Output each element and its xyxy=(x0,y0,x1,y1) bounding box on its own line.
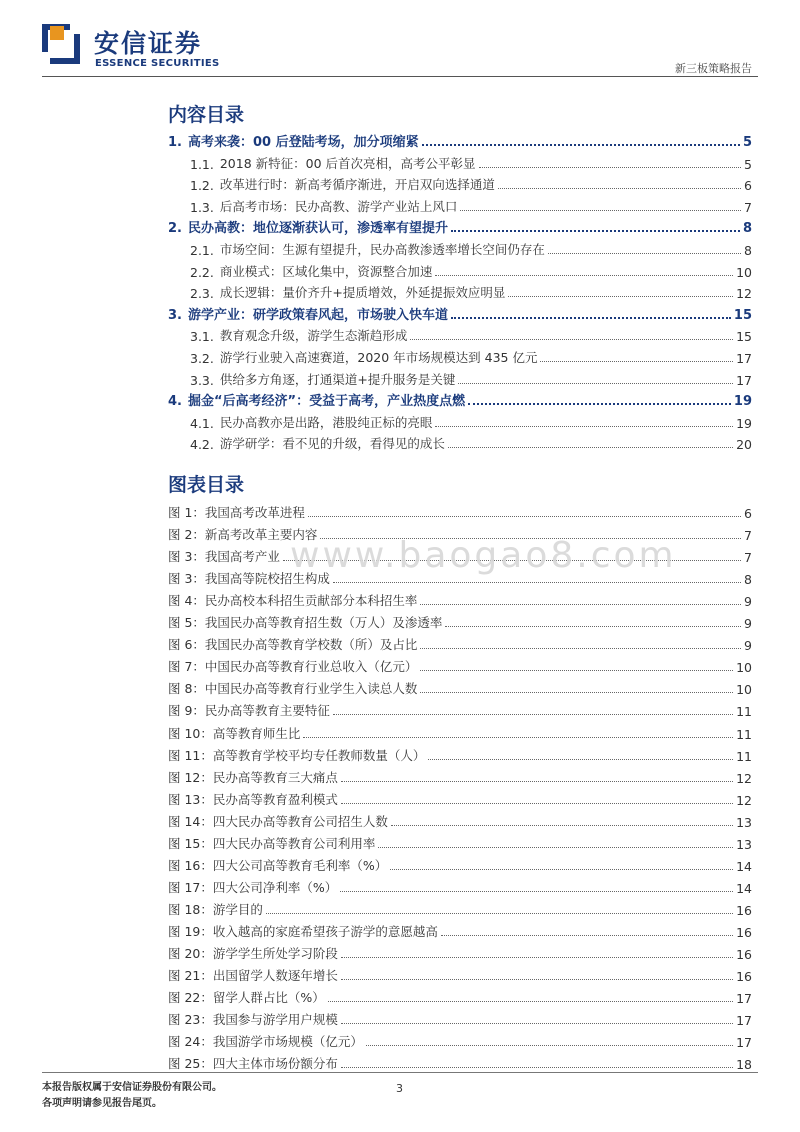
toc-entry-text: 成长逻辑：量价齐升+提质增效，外延提振效应明显 xyxy=(219,285,506,301)
figure-leader-dots xyxy=(445,626,741,627)
figure-entry-page: 11 xyxy=(736,704,752,720)
figure-entry[interactable] xyxy=(168,1054,752,1072)
figure-entry[interactable] xyxy=(168,657,752,675)
brand-name-cn: 安信证券 xyxy=(94,29,203,58)
figure-leader-dots xyxy=(303,737,733,738)
figure-entry-page: 16 xyxy=(736,924,752,940)
figure-entry[interactable] xyxy=(168,944,752,962)
toc-entry-page: 19 xyxy=(733,394,752,410)
figure-entry-label: 图 13：民办高等教育盈利模式 xyxy=(168,791,338,807)
figure-leader-dots xyxy=(420,692,733,693)
toc-entry-text: 教育观念升级，游学生态渐趋形成 xyxy=(219,328,408,344)
page-header xyxy=(0,0,800,82)
toc-entry-number: 2.2. xyxy=(190,264,214,280)
toc-entry[interactable] xyxy=(168,326,752,344)
figure-leader-dots xyxy=(366,1045,733,1046)
toc-entry-page: 6 xyxy=(744,178,752,194)
figure-entry-page: 6 xyxy=(744,506,752,521)
figure-entry-label: 图 22：留学人群占比（%） xyxy=(168,990,325,1006)
figure-entry-page: 14 xyxy=(736,858,752,874)
toc-entry-number: 4.2. xyxy=(190,437,214,453)
toc-entry-number: 3.3. xyxy=(190,372,214,388)
figure-entry-label: 图 24：我国游学市场规模（亿元） xyxy=(168,1034,363,1050)
toc-leader-dots xyxy=(498,188,741,189)
header-divider xyxy=(42,76,758,77)
figure-entry-page: 9 xyxy=(744,616,752,632)
page-number: 3 xyxy=(396,1082,403,1095)
figure-leader-dots xyxy=(341,1023,733,1024)
figure-entry[interactable] xyxy=(168,922,752,940)
figure-entry-label: 图 1：我国高考改革进程 xyxy=(168,505,305,520)
toc-entry-text: 游学行业驶入高速赛道，2020 年市场规模达到 435 亿元 xyxy=(219,350,538,365)
toc-entry[interactable] xyxy=(168,154,752,172)
figure-entry-page: 12 xyxy=(736,770,752,786)
figure-entry-label: 图 25：四大主体市场份额分布 xyxy=(168,1056,338,1072)
toc-entry[interactable] xyxy=(168,175,752,193)
toc-entry-page: 10 xyxy=(736,264,752,280)
toc-leader-dots xyxy=(410,339,733,340)
figure-leader-dots xyxy=(390,869,733,870)
toc-entry-number: 4.1. xyxy=(190,415,214,431)
figure-entry-page: 9 xyxy=(744,638,752,654)
toc-entry-page: 17 xyxy=(736,372,752,388)
figure-entry-page: 12 xyxy=(736,792,752,808)
toc-entry-number: 1.1. xyxy=(190,156,214,172)
figure-leader-dots xyxy=(420,670,733,671)
toc-entry-number: 1.3. xyxy=(190,199,214,215)
toc-entry-number: 2. xyxy=(168,221,182,237)
figure-entry-page: 17 xyxy=(736,1013,752,1029)
figure-entry[interactable] xyxy=(168,988,752,1006)
footer-copyright: 本报告版权属于安信证券股份有限公司。 xyxy=(42,1082,222,1093)
toc-leader-dots xyxy=(508,296,733,297)
figure-entry[interactable] xyxy=(168,746,752,764)
toc-entry-text: 商业模式：区域化集中，资源整合加速 xyxy=(219,263,433,279)
toc-entry-page: 8 xyxy=(744,243,752,258)
figure-leader-dots xyxy=(341,781,733,782)
toc-leader-dots xyxy=(448,447,733,448)
figure-entry[interactable] xyxy=(168,768,752,786)
toc-entry-page: 19 xyxy=(736,415,752,431)
figure-leader-dots xyxy=(378,847,733,848)
figure-entry[interactable] xyxy=(168,812,752,830)
figure-entry-page: 9 xyxy=(744,594,752,610)
toc-leader-dots xyxy=(460,210,741,211)
figure-entry-label: 图 17：四大公司净利率（%） xyxy=(168,879,338,895)
figure-leader-dots xyxy=(441,935,733,936)
toc-entry[interactable] xyxy=(168,305,752,323)
figure-entry-page: 11 xyxy=(736,726,752,742)
figure-entry-page: 13 xyxy=(736,814,752,830)
figure-entry[interactable] xyxy=(168,900,752,918)
figure-entry[interactable] xyxy=(168,878,752,896)
figure-entry-label: 图 12：民办高等教育三大痛点 xyxy=(168,769,338,785)
figure-leader-dots xyxy=(420,648,741,649)
figure-entry[interactable] xyxy=(168,1032,752,1050)
toc-entry-page: 8 xyxy=(742,221,752,237)
figure-entry-label: 图 19：收入越高的家庭希望孩子游学的意愿越高 xyxy=(168,923,438,939)
toc-entry-number: 3.2. xyxy=(190,351,214,366)
toc-entry-text: 民办高教亦是出路，港股纯正标的亮眼 xyxy=(219,414,433,430)
figure-entry[interactable] xyxy=(168,503,752,521)
toc-entry-page: 20 xyxy=(736,437,752,453)
toc-leader-dots xyxy=(451,317,731,319)
toc-entry-text: 市场空间：生源有望提升，民办高教渗透率增长空间仍存在 xyxy=(219,242,545,257)
figure-leader-dots xyxy=(333,582,741,583)
figure-entry-page: 16 xyxy=(736,902,752,918)
toc-entry-page: 12 xyxy=(736,286,752,302)
figure-entry[interactable] xyxy=(168,790,752,808)
figure-entry[interactable] xyxy=(168,1010,752,1028)
figure-entry-label: 图 16：四大公司高等教育毛利率（%） xyxy=(168,857,388,873)
figure-leader-dots xyxy=(428,759,733,760)
figure-leader-dots xyxy=(420,604,741,605)
figure-entry-page: 10 xyxy=(736,682,752,698)
figure-entry-page: 7 xyxy=(744,528,752,544)
figure-entry-page: 7 xyxy=(744,550,752,566)
figure-entry-page: 17 xyxy=(736,991,752,1007)
watermark: www.baogao8.com xyxy=(290,535,677,576)
toc-leader-dots xyxy=(479,167,742,168)
figure-leader-dots xyxy=(308,516,741,517)
toc-entry-page: 7 xyxy=(744,199,752,215)
toc-leader-dots xyxy=(458,383,733,384)
toc-entry-text: 高考来袭：00 后登陆考场，加分项缩紧 xyxy=(187,135,419,150)
toc-entry[interactable] xyxy=(168,370,752,388)
figure-entry-page: 18 xyxy=(736,1057,752,1073)
figure-leader-dots xyxy=(341,1067,733,1068)
toc-entry-text: 2018 新特征：00 后首次亮相，高考公平彰显 xyxy=(219,155,476,171)
toc-leader-dots xyxy=(435,275,733,276)
figure-entry-page: 17 xyxy=(736,1035,752,1051)
toc-entry[interactable] xyxy=(168,283,752,301)
figure-entry-label: 图 14：四大民办高等教育公司招生人数 xyxy=(168,813,388,829)
toc-entry-text: 游学产业：研学政策春风起，市场驶入快车道 xyxy=(187,307,448,323)
toc-leader-dots xyxy=(451,230,740,232)
toc-entry-text: 民办高教：地位逐渐获认可，渗透率有望提升 xyxy=(187,221,448,237)
figure-entry-label: 图 6：我国民办高等教育学校数（所）及占比 xyxy=(168,637,418,653)
figure-leader-dots xyxy=(341,957,733,958)
toc-entry[interactable] xyxy=(168,218,752,236)
figure-entry[interactable] xyxy=(168,613,752,631)
toc-entry-number: 2.3. xyxy=(190,286,214,302)
figure-entry[interactable] xyxy=(168,856,752,874)
figure-entry-label: 图 15：四大民办高等教育公司利用率 xyxy=(168,835,376,851)
brand-name-en: ESSENCE SECURITIES xyxy=(95,58,220,69)
figure-entry-page: 16 xyxy=(736,947,752,962)
toc-entry-page: 15 xyxy=(736,329,752,345)
figure-entry-page: 8 xyxy=(744,572,752,588)
toc-entry-page: 17 xyxy=(736,351,752,366)
toc-entry-number: 1.2. xyxy=(190,178,214,194)
toc-title: 内容目录 xyxy=(168,104,245,126)
toc-entry-number: 2.1. xyxy=(190,243,214,258)
toc-entry-page: 5 xyxy=(742,135,752,150)
figure-entry-page: 13 xyxy=(736,836,752,852)
figure-entry-label: 图 21：出国留学人数逐年增长 xyxy=(168,968,338,984)
toc-entry[interactable] xyxy=(168,391,752,409)
figure-leader-dots xyxy=(340,891,733,892)
figure-entry[interactable] xyxy=(168,635,752,653)
toc-entry-text: 游学研学：看不见的升级，看得见的成长 xyxy=(219,436,445,452)
figure-entry-label: 图 3：我国高考产业 xyxy=(168,549,280,565)
footer-divider xyxy=(42,1072,758,1073)
figure-entry-label: 图 3：我国高等院校招生构成 xyxy=(168,571,330,587)
toc-entry-page: 15 xyxy=(733,307,752,323)
figure-entry-label: 图 23：我国参与游学用户规模 xyxy=(168,1012,338,1028)
toc-entry-text: 改革进行时：新高考循序渐进，开启双向选择通道 xyxy=(219,177,495,193)
toc-entry[interactable] xyxy=(168,197,752,215)
figure-entry-label: 图 18：游学目的 xyxy=(168,901,263,917)
essence-logo-icon xyxy=(42,24,82,64)
toc-entry-number: 4. xyxy=(168,394,182,410)
toc-entry[interactable] xyxy=(168,434,752,452)
toc-entry-text: 掘金“后高考经济”：受益于高考，产业热度点燃 xyxy=(187,394,466,410)
figure-entry-label: 图 10：高等教育师生比 xyxy=(168,725,301,741)
footer-disclaimer: 各项声明请参见报告尾页。 xyxy=(42,1098,162,1109)
figure-leader-dots xyxy=(328,1001,733,1002)
figure-entry-label: 图 7：中国民办高等教育行业总收入（亿元） xyxy=(168,659,418,675)
figure-entry-label: 图 11：高等教育学校平均专任教师数量（人） xyxy=(168,747,426,763)
figure-entry-label: 图 20：游学学生所处学习阶段 xyxy=(168,946,338,961)
figure-entry-label: 图 9：民办高等教育主要特征 xyxy=(168,703,330,719)
figure-leader-dots xyxy=(266,913,733,914)
figure-entry-page: 16 xyxy=(736,969,752,985)
figure-leader-dots xyxy=(341,803,733,804)
toc-entry[interactable] xyxy=(168,132,752,150)
figure-leader-dots xyxy=(341,979,733,980)
toc-entry-page: 5 xyxy=(744,156,752,172)
toc-leader-dots xyxy=(435,426,733,427)
figure-entry[interactable] xyxy=(168,966,752,984)
toc-entry-number: 3. xyxy=(168,307,182,323)
figure-entry-page: 14 xyxy=(736,880,752,896)
figure-entry-label: 图 8：中国民办高等教育行业学生入读总人数 xyxy=(168,681,418,697)
report-type: 新三板策略报告 xyxy=(675,62,752,75)
toc-leader-dots xyxy=(548,253,741,254)
toc-leader-dots xyxy=(468,403,731,405)
figure-entry-label: 图 2：新高考改革主要内容 xyxy=(168,527,318,543)
figure-entry[interactable] xyxy=(168,724,752,742)
toc-entry-text: 后高考市场：民办高教、游学产业站上风口 xyxy=(219,198,458,214)
figure-entry[interactable] xyxy=(168,591,752,609)
figure-entry[interactable] xyxy=(168,834,752,852)
figure-entry-label: 图 4：民办高校本科招生贡献部分本科招生率 xyxy=(168,593,418,609)
figure-entry-page: 11 xyxy=(736,748,752,764)
toc-entry[interactable] xyxy=(168,413,752,431)
figure-entry-label: 图 5：我国民办高等教育招生数（万人）及渗透率 xyxy=(168,615,443,631)
toc-entry[interactable] xyxy=(168,262,752,280)
figure-entry[interactable] xyxy=(168,679,752,697)
toc-leader-dots xyxy=(540,361,733,362)
toc-entry[interactable] xyxy=(168,348,752,366)
toc-entry[interactable] xyxy=(168,240,752,258)
toc-entry-text: 供给多方角逐，打通渠道+提升服务是关键 xyxy=(219,371,456,387)
figure-entry[interactable] xyxy=(168,701,752,719)
figure-list-title: 图表目录 xyxy=(168,474,245,496)
figure-leader-dots xyxy=(391,825,733,826)
toc-entry-number: 3.1. xyxy=(190,329,214,345)
toc-leader-dots xyxy=(422,144,740,146)
figure-entry-page: 10 xyxy=(736,660,752,676)
figure-leader-dots xyxy=(333,714,733,715)
toc-entry-number: 1. xyxy=(168,135,182,150)
